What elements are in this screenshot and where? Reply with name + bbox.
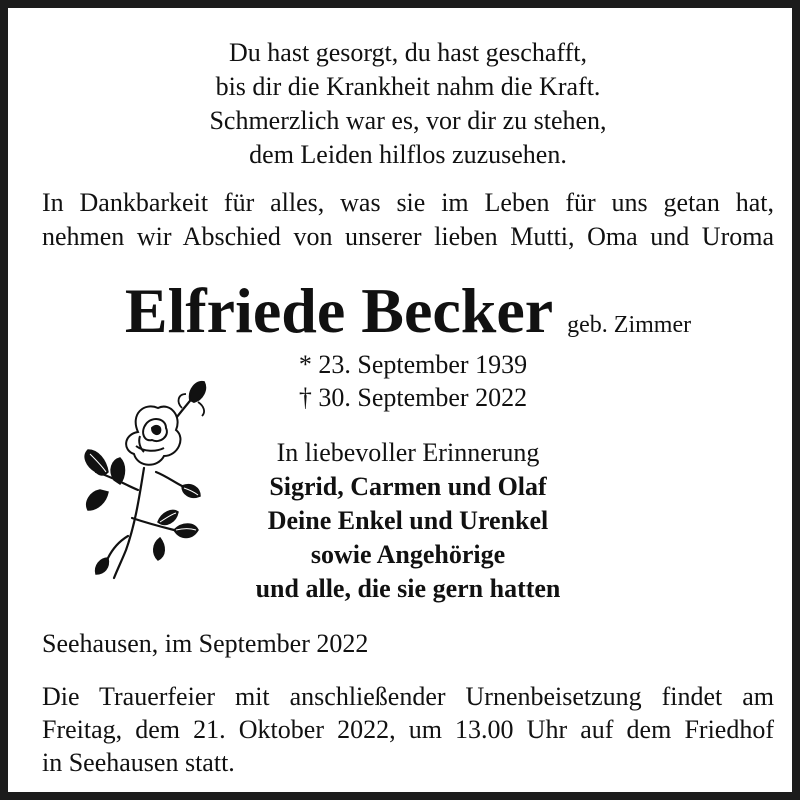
poem-line: dem Leiden hilflos zuzusehen. (249, 140, 567, 169)
mourner-line: Deine Enkel und Urenkel (267, 506, 549, 535)
birth-name: geb. Zimmer (567, 312, 692, 338)
poem-line: Du hast gesorgt, du hast geschafft, (229, 38, 587, 67)
poem-line: Schmerzlich war es, vor dir zu stehen, (209, 106, 607, 135)
poem-line: bis dir die Krankheit nahm die Kraft. (215, 72, 601, 101)
intro-line: nehmen wir Abschied von unserer lieben Mutti, Oma und Uroma (42, 222, 774, 251)
deceased-name-row (8, 276, 800, 346)
mourner-line: Sigrid, Carmen und Olaf (269, 472, 547, 501)
mourner-line: und alle, die sie gern hatten (255, 574, 561, 603)
mourners-block (208, 436, 608, 606)
death-date: † 30. September 2022 (298, 383, 528, 412)
place-date: Seehausen, im September 2022 (42, 629, 369, 658)
service-line: Die Trauerfeier mit anschließender Urnenbeisetzung findet am (42, 682, 774, 711)
service-line: Freitag, dem 21. Oktober 2022, um 13.00 Uhr auf dem Friedhof (42, 715, 774, 744)
life-dates (248, 348, 578, 414)
deceased-name: Elfriede Becker (124, 275, 554, 346)
remembrance-heading: In liebevoller Erinnerung (276, 438, 540, 467)
rose-icon (78, 372, 218, 582)
mourner-line: sowie Angehörige (310, 540, 506, 569)
intro-line: In Dankbarkeit für alles, was sie im Leben für uns getan hat, (42, 188, 774, 217)
funeral-service-info (42, 680, 774, 779)
birth-date: * 23. September 1939 (298, 350, 528, 379)
service-line: in Seehausen statt. (42, 748, 235, 777)
intro-text (42, 186, 774, 254)
poem (8, 36, 800, 172)
